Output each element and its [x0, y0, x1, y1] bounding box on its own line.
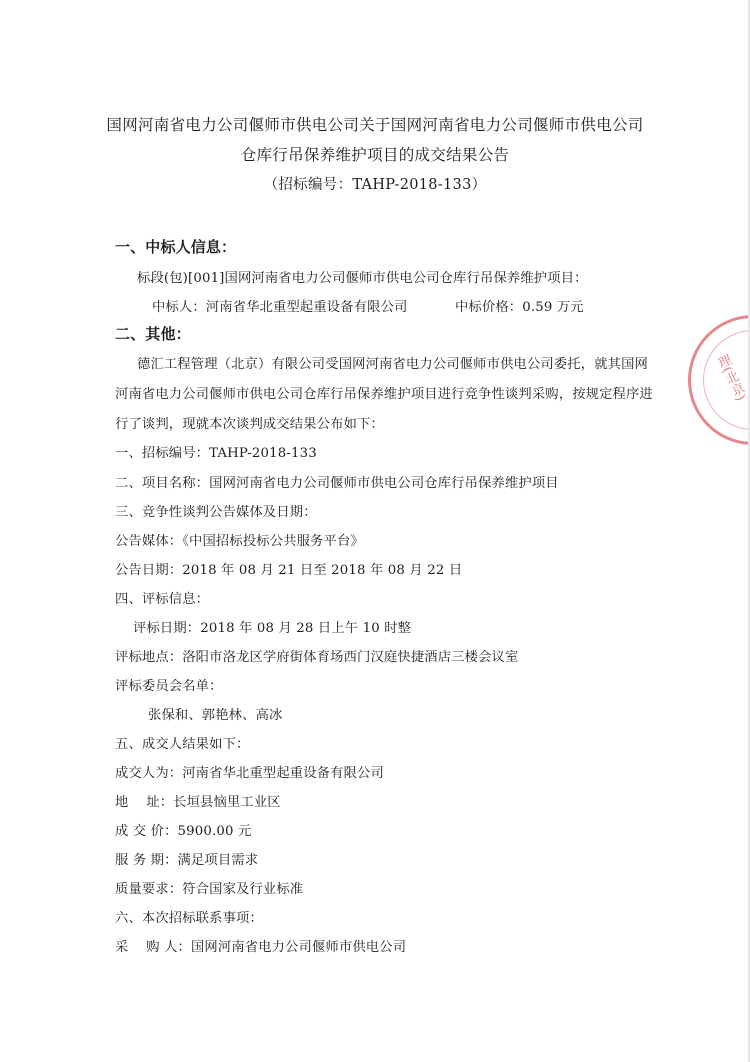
- project-name-item: 二、项目名称：国网河南省电力公司偃师市供电公司仓库行吊保养维护项目: [115, 476, 559, 491]
- lot-description: 标段(包)[001]国网河南省电力公司偃师市供电公司仓库行吊保养维护项目：: [137, 271, 588, 286]
- winner-name: 中标人：河南省华北重型起重设备有限公司: [152, 300, 408, 315]
- announcement-date: 公告日期：2018 年 08 月 21 日至 2018 年 08 月 22 日: [115, 563, 463, 578]
- seal-text: 理(北京): [713, 352, 748, 404]
- deal-party: 成交人为：河南省华北重型起重设备有限公司: [115, 766, 384, 781]
- deal-price: 成 交 价：5900.00 元: [115, 824, 252, 839]
- purchaser: 采 购 人：国网河南省电力公司偃师市供电公司: [115, 940, 407, 955]
- section-other-heading: 二、其他：: [115, 325, 191, 343]
- contact-heading: 六、本次招标联系事项：: [115, 911, 263, 926]
- winning-price: 中标价格：0.59 万元: [455, 300, 584, 315]
- intro-paragraph-line-2: 河南省电力公司偃师市供电公司仓库行吊保养维护项目进行竞争性谈判采购，按规定程序进: [115, 387, 653, 402]
- committee-heading: 评标委员会名单：: [115, 679, 223, 694]
- deal-party-address: 地 址：长垣县恼里工业区: [115, 795, 281, 810]
- title-line-2: 仓库行吊保养维护项目的成交结果公告: [240, 146, 510, 164]
- title-line-1: 国网河南省电力公司偃师市供电公司关于国网河南省电力公司偃师市供电公司: [106, 116, 644, 134]
- committee-members: 张保和、郭艳林、高冰: [148, 708, 283, 723]
- section-winner-heading: 一、中标人信息：: [115, 238, 237, 256]
- company-seal-stamp: [688, 315, 750, 445]
- bid-number-subtitle: （招标编号：TAHP-2018-133）: [263, 177, 487, 193]
- evaluation-place: 评标地点：洛阳市洛龙区学府街体育场西门汉庭快捷酒店三楼会议室: [115, 650, 519, 665]
- intro-paragraph-line-1: 德汇工程管理（北京）有限公司受国网河南省电力公司偃师市供电公司委托，就其国网: [137, 357, 648, 372]
- evaluation-heading: 四、评标信息：: [115, 592, 210, 607]
- result-heading: 五、成交人结果如下：: [115, 737, 250, 752]
- service-period: 服 务 期：满足项目需求: [115, 853, 259, 868]
- media-heading: 三、竞争性谈判公告媒体及日期：: [115, 505, 317, 520]
- quality-requirement: 质量要求：符合国家及行业标准: [115, 882, 304, 897]
- bid-number-item: 一、招标编号：TAHP-2018-133: [115, 446, 317, 461]
- announcement-media: 公告媒体：《中国招标投标公共服务平台》: [115, 534, 364, 549]
- intro-paragraph-line-3: 行了谈判，现就本次谈判成交结果公布如下：: [115, 417, 384, 432]
- evaluation-date: 评标日期：2018 年 08 月 28 日上午 10 时整: [133, 621, 412, 636]
